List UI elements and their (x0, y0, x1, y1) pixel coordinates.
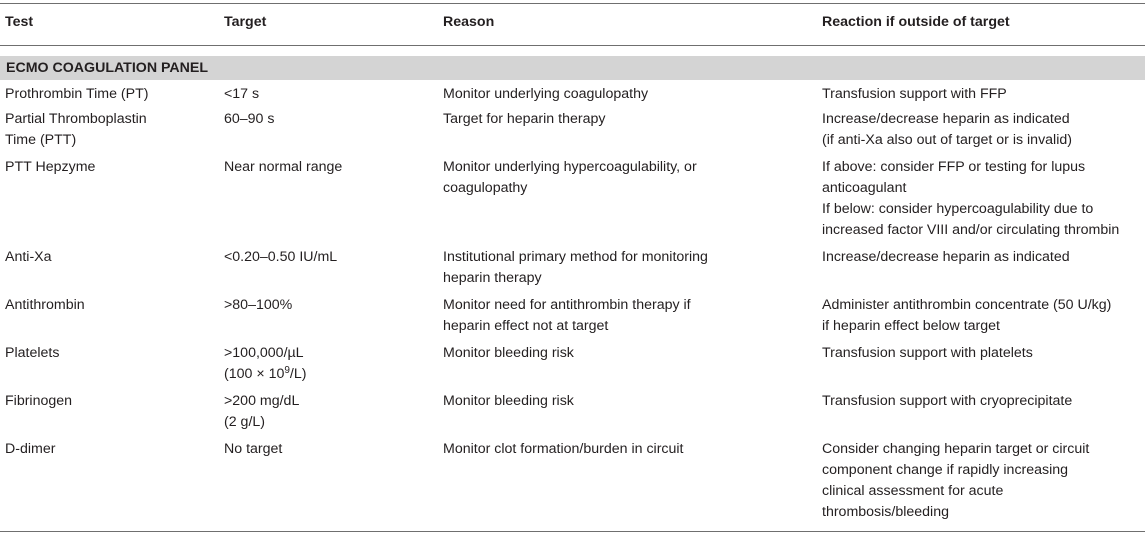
row-4-reason-line-1: Institutional primary method for monitoring (443, 249, 708, 265)
row-6-target-line-2 (224, 364, 306, 385)
row-5-reaction-line-2: if heparin effect below target (822, 318, 1000, 334)
row-2-test-line-2: Time (PTT) (5, 132, 77, 148)
row-5-reason-line-2: heparin effect not at target (443, 318, 609, 334)
header-bottom-rule (0, 45, 1145, 46)
header-reaction: Reaction if outside of target (822, 14, 1010, 30)
row-4-test: Anti-Xa (5, 249, 52, 265)
row-4-reaction: Increase/decrease heparin as indicated (822, 249, 1070, 265)
row-2-reaction-line-1: Increase/decrease heparin as indicated (822, 111, 1070, 127)
row-2-test-line-1: Partial Thromboplastin (5, 111, 147, 127)
row-3-reaction-line-1: If above: consider FFP or testing for lupus (822, 159, 1086, 175)
row-3-test: PTT Hepzyme (5, 159, 96, 175)
row-6-target-sci-prefix: (100 × 10 (224, 366, 285, 382)
row-3-reaction-line-4: increased factor VIII and/or circulating thrombin (822, 222, 1120, 238)
row-6-target-sci-exponent: 9 (284, 365, 290, 376)
row-6-reason: Monitor bleeding risk (443, 345, 574, 361)
table-bottom-rule (0, 531, 1145, 532)
header-target: Target (224, 14, 267, 30)
section-row (0, 56, 1145, 80)
row-5-reaction-line-1: Administer antithrombin concentrate (50 U/kg) (822, 297, 1112, 313)
row-8-reaction-line-4: thrombosis/bleeding (822, 504, 949, 520)
row-7-test: Fibrinogen (5, 393, 73, 409)
row-6-target-line-1: >100,000/µL (224, 345, 304, 361)
row-1-test: Prothrombin Time (PT) (5, 86, 149, 102)
row-2-target: 60–90 s (224, 111, 275, 127)
row-3-reaction-line-2: anticoagulant (822, 180, 907, 196)
row-8-reaction-line-1: Consider changing heparin target or circuit (822, 441, 1090, 457)
row-4-target: <0.20–0.50 IU/mL (224, 249, 338, 265)
row-8-reaction-line-3: clinical assessment for acute (822, 483, 1004, 499)
row-5-reason-line-1: Monitor need for antithrombin therapy if (443, 297, 691, 313)
row-8-reason: Monitor clot formation/burden in circuit (443, 441, 684, 457)
row-2-reason: Target for heparin therapy (443, 111, 606, 127)
table-top-rule (0, 3, 1145, 4)
row-7-target-line-2: (2 g/L) (224, 414, 266, 430)
row-1-reaction: Transfusion support with FFP (822, 86, 1007, 102)
row-6-target-sci-suffix: /L) (289, 366, 307, 382)
row-5-test: Antithrombin (5, 297, 85, 313)
row-6-test: Platelets (5, 345, 60, 361)
header-test: Test (5, 14, 34, 30)
row-5-target: >80–100% (224, 297, 293, 313)
row-3-target: Near normal range (224, 159, 343, 175)
row-8-reaction-line-2: component change if rapidly increasing (822, 462, 1069, 478)
row-7-target-line-1: >200 mg/dL (224, 393, 300, 409)
row-7-reaction: Transfusion support with cryoprecipitate (822, 393, 1073, 409)
header-reason: Reason (443, 14, 495, 30)
row-3-reason-line-2: coagulopathy (443, 180, 528, 196)
row-4-reason-line-2: heparin therapy (443, 270, 542, 286)
row-7-reason: Monitor bleeding risk (443, 393, 574, 409)
row-3-reason-line-1: Monitor underlying hypercoagulability, or (443, 159, 697, 175)
row-3-reaction-line-3: If below: consider hypercoagulability due to (822, 201, 1094, 217)
row-8-test: D-dimer (5, 441, 56, 457)
row-8-target: No target (224, 441, 283, 457)
row-2-reaction-line-2: (if anti-Xa also out of target or is invalid) (822, 132, 1072, 148)
section-title: ECMO COAGULATION PANEL (6, 60, 209, 76)
row-1-target: <17 s (224, 86, 260, 102)
row-1-reason: Monitor underlying coagulopathy (443, 86, 649, 102)
row-6-reaction: Transfusion support with platelets (822, 345, 1033, 361)
